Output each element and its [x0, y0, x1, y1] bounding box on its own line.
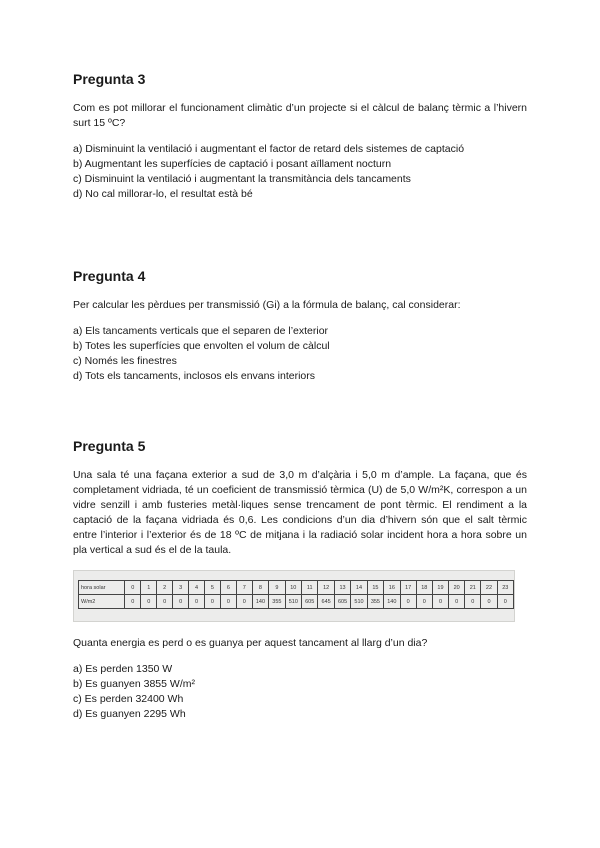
hour-cell: 15 [367, 581, 383, 595]
question-5-question: Quanta energia es perd o es guanya per aquest tancament al llarg d’un dia? [73, 637, 428, 649]
hour-cell: 20 [449, 581, 465, 595]
question-4-options [73, 324, 527, 384]
hour-cell: 0 [125, 581, 141, 595]
hour-cell: 9 [269, 581, 285, 595]
hour-cell: 1 [141, 581, 157, 595]
hour-cell: 19 [432, 581, 448, 595]
radiation-cell: 355 [367, 595, 383, 609]
option-c: c) Només les finestres [73, 355, 177, 367]
question-4-text: Per calcular les pèrdues per transmissió (Gi) a la fórmula de balanç, cal considerar: [73, 299, 461, 311]
hour-cell: 21 [465, 581, 481, 595]
hour-cell: 3 [173, 581, 189, 595]
radiation-cell: 140 [252, 595, 268, 609]
option-b: b) Augmentant les superfícies de captació i posant aïllament nocturn [73, 158, 392, 170]
radiation-cell: 0 [157, 595, 173, 609]
question-5-options [73, 662, 527, 722]
option-b: b) Totes les superfícies que envolten el volum de càlcul [73, 340, 330, 352]
option-a: a) Disminuint la ventilació i augmentant el factor de retard dels sistemes de captació [73, 143, 465, 155]
radiation-cell: 645 [318, 595, 334, 609]
option-a: a) Els tancaments verticals que el separen de l’exterior [73, 325, 329, 337]
radiation-cell: 0 [236, 595, 252, 609]
radiation-cell: 0 [141, 595, 157, 609]
radiation-cell: 0 [400, 595, 416, 609]
hour-cell: 2 [157, 581, 173, 595]
option-b: b) Es guanyen 3855 W/m² [73, 678, 195, 690]
radiation-cell: 0 [416, 595, 432, 609]
hours-row-label: hora solar [79, 581, 125, 595]
radiation-cell: 510 [351, 595, 367, 609]
hour-cell: 18 [416, 581, 432, 595]
hour-cell: 17 [400, 581, 416, 595]
option-d: d) Tots els tancaments, inclosos els envans interiors [73, 370, 316, 382]
question-5-title: Pregunta 5 [73, 438, 146, 454]
hours-row [79, 581, 514, 595]
radiation-row [79, 595, 514, 609]
hour-cell: 10 [285, 581, 301, 595]
radiation-cell: 605 [302, 595, 318, 609]
hour-cell: 12 [318, 581, 334, 595]
question-4-title: Pregunta 4 [73, 268, 146, 284]
hour-cell: 8 [252, 581, 268, 595]
option-d: d) Es guanyen 2295 Wh [73, 708, 186, 720]
radiation-cell: 0 [125, 595, 141, 609]
hour-cell: 7 [236, 581, 252, 595]
hour-cell: 22 [481, 581, 497, 595]
radiation-row-label: W/m2 [79, 595, 125, 609]
radiation-cell: 140 [384, 595, 400, 609]
hour-cell: 14 [351, 581, 367, 595]
radiation-cell: 0 [189, 595, 205, 609]
hour-cell: 16 [384, 581, 400, 595]
radiation-cell: 0 [497, 595, 513, 609]
radiation-cell: 355 [269, 595, 285, 609]
radiation-cell: 0 [220, 595, 236, 609]
option-a: a) Es perden 1350 W [73, 663, 173, 675]
radiation-cell: 0 [204, 595, 220, 609]
option-c: c) Es perden 32400 Wh [73, 693, 184, 705]
option-c: c) Disminuint la ventilació i augmentant la transmitància dels tancaments [73, 173, 411, 185]
hour-cell: 23 [497, 581, 513, 595]
hour-cell: 13 [334, 581, 350, 595]
radiation-cell: 0 [481, 595, 497, 609]
radiation-cell: 510 [285, 595, 301, 609]
radiation-cell: 0 [173, 595, 189, 609]
option-d: d) No cal millorar-lo, el resultat està bé [73, 188, 253, 200]
radiation-cell: 605 [334, 595, 350, 609]
radiation-cell: 0 [432, 595, 448, 609]
question-3-options [73, 142, 527, 202]
hour-cell: 4 [189, 581, 205, 595]
hour-cell: 5 [204, 581, 220, 595]
radiation-cell: 0 [449, 595, 465, 609]
solar-radiation-table-image [73, 570, 515, 622]
question-3-text: Com es pot millorar el funcionament climàtic d’un projecte si el càlcul de balanç tèrmic a l’hivern surt 15 ºC? [73, 102, 527, 129]
question-3-title: Pregunta 3 [73, 71, 146, 87]
hour-cell: 11 [302, 581, 318, 595]
solar-radiation-table [78, 580, 514, 609]
hour-cell: 6 [220, 581, 236, 595]
radiation-cell: 0 [465, 595, 481, 609]
question-5-text: Una sala té una façana exterior a sud de 3,0 m d’alçària i 5,0 m d’ample. La façana, que és completament vidriada, té un coeficient de transmissió tèrmica (U) de 5,0 W/m²K, correspon a un vidre senzill i amb fusteries metàl·liques sense trencament de pont tèrmic. El rendiment a la captació de la façana vidriada és 0,6. Les condicions d’un dia d’hivern són que el salt tèrmic entre l’interior i l’exterior és de 18 ºC de mitjana i la radiació solar incident hora a hora sobre un pla vertical a sud és el de la taula. [73, 469, 527, 556]
